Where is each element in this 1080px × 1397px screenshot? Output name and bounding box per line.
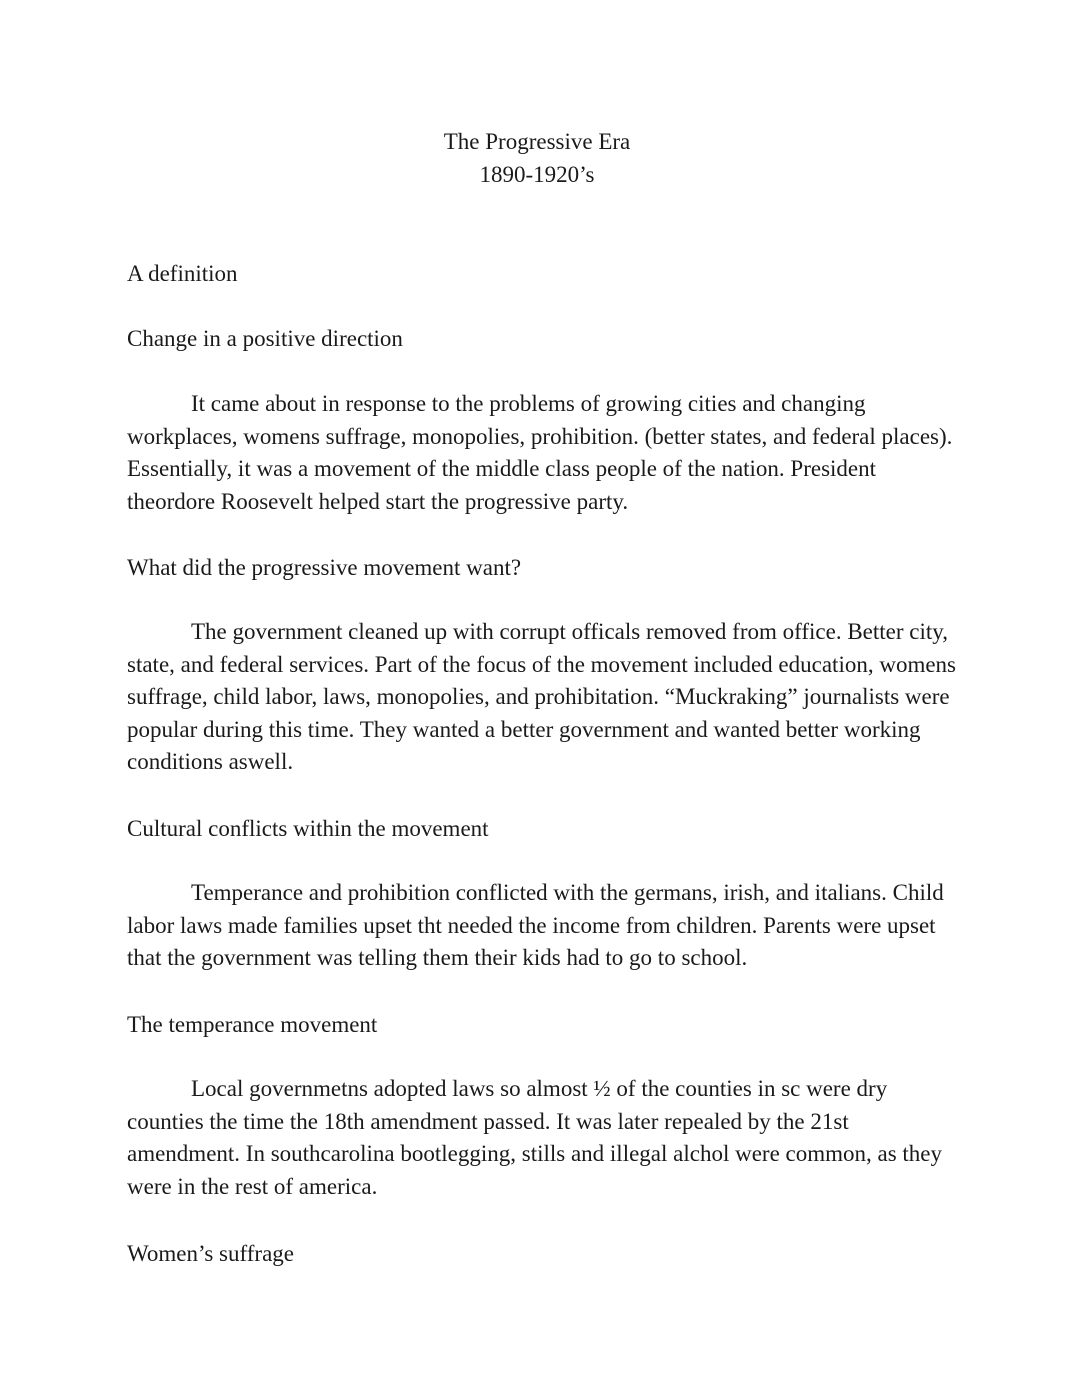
paragraph: The government cleaned up with corrupt officals removed from office. Better city, state, and federal services. Part of the focus of the movement included education, womens suffrage, child labor, laws, monopolies, and prohibitation. “Muckraking” journalists were popular during this time. They wanted a better government and wanted better working conditions aswell. [127,619,956,775]
document-subtitle: 1890-1920’s [479,162,595,187]
document-title: The Progressive Era [443,129,631,154]
title-block [127,125,957,191]
paragraph: Local governmetns adopted laws so almost ½ of the counties in sc were dry counties the time the 18th amendment passed. It was later repealed by the 21st amendment. In southcarolina bootlegging, stills and illegal alchol were common, as they were in the rest of america. [127,1076,943,1199]
section-heading: A definition [127,261,238,286]
section-heading: Change in a positive direction [127,326,403,351]
paragraph: It came about in response to the problems of growing cities and changing workplaces, womens suffrage, monopolies, prohibition. (better states, and federal places). Essentially, it was a movement of the middle class people of the nation. President theordore Roosevelt helped start the progressive party. [127,391,953,514]
section-heading: Women’s suffrage [127,1241,294,1266]
section-heading: What did the progressive movement want? [127,555,522,580]
paragraph: Temperance and prohibition conflicted with the germans, irish, and italians. Child labor laws made families upset tht needed the income from children. Parents were upset that the government was telling them their kids had to go to school. [127,880,944,971]
section-heading: The temperance movement [127,1012,378,1037]
section-heading: Cultural conflicts within the movement [127,816,489,841]
